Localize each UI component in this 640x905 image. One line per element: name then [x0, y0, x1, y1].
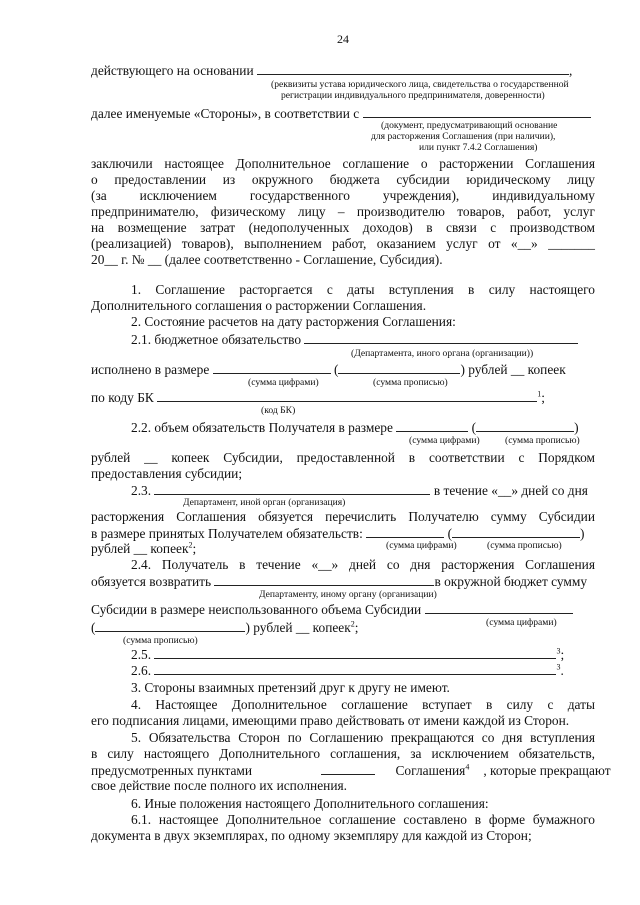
- blank-accepted-digits: [366, 525, 444, 538]
- clause-2-4-line-1: 2.4. Получатель в течение «__» дней со дня расторжения Соглашения: [131, 557, 595, 572]
- clause-6-title: 6. Иные положения настоящего Дополнительного соглашения:: [131, 796, 489, 811]
- clause-2-4-line-2: обязуется возвратить в окружной бюджет сумму: [91, 574, 588, 589]
- caption-accepted-digits: (сумма цифрами): [386, 540, 457, 551]
- clause-3: 3. Стороны взаимных претензий друг к другу не имеют.: [131, 680, 450, 695]
- caption-sum-digits: (сумма цифрами): [248, 377, 319, 388]
- clause-2-3-line-3: в размере принятых Получателем обязательств: ( ): [91, 526, 585, 541]
- clause-2-4-line-3: Субсидии в размере неиспользованного объема Субсидии: [91, 601, 595, 618]
- clause-2-3-line-2: расторжения Соглашения обязуется перечислить Получателю сумму Субсидии: [91, 509, 595, 524]
- clause-5-line-3: предусмотренных пунктами Соглашения$^4$ , которые прекращают: [91, 762, 611, 778]
- blank-obligation-words: [476, 419, 574, 432]
- blank-clauses: [321, 762, 375, 775]
- blank-accepted-words: [452, 525, 580, 538]
- clause-2-3-line-1: 2.3. в течение «__» дней со дня: [131, 483, 588, 498]
- clause-2-2-line-1: 2.2. объем обязательств Получателя в размере ( ): [131, 420, 579, 435]
- caption-unused-words: (сумма прописью): [123, 635, 198, 646]
- blank-basis: [257, 62, 569, 75]
- intro-line-7: 20__ г. № __ (далее соответственно - Соглашение, Субсидия).: [91, 252, 443, 267]
- intro-line-2: о предоставлении из окружного бюджета субсидии юридическому лицу: [91, 172, 595, 187]
- caption-basis-1: (реквизиты устава юридического лица, свидетельства о государственной: [271, 79, 569, 90]
- intro-line-5: на возмещение затрат (недополученных доходов) в связи с производством: [91, 220, 595, 235]
- clause-2-6: 2.6. $^3$.: [131, 662, 564, 678]
- caption-grounds-1: (документ, предусматривающий основание: [381, 120, 558, 131]
- caption-department: (Департамента, иного органа (организации)): [351, 348, 534, 359]
- intro-line-4: предпринимателю, физическому лицу – производителю товаров, работ, услуг: [91, 204, 595, 219]
- clause-6-1-line-1: 6.1. настоящее Дополнительное соглашение составлено в форме бумажного: [131, 812, 595, 827]
- clause-2-3-line-4: рублей __ копеек$^2$;: [91, 540, 197, 556]
- clause-5-line-2: в силу настоящего Дополнительного соглашения, за исключением обязательств,: [91, 746, 595, 761]
- blank-2-6: [154, 662, 556, 675]
- clause-2-2-line-2: рублей __ копеек Субсидии, предоставленной в соответствии с Порядком: [91, 450, 595, 465]
- document-page: [91, 0, 611, 905]
- clause-2-1-line-3: по коду БК $^1$;: [91, 389, 545, 405]
- clause-6-1-line-2: документа в двух экземплярах, по одному экземпляру для каждой из Сторон;: [91, 828, 532, 843]
- intro-line-1: заключили настоящее Дополнительное соглашение о расторжении Соглашения: [91, 156, 595, 171]
- caption-grounds-2: для расторжения Соглашения (при наличии),: [371, 131, 556, 142]
- clause-2-title: 2. Состояние расчетов на дату расторжения Соглашения:: [131, 314, 456, 329]
- clause-2-4-line-4: ( ) рублей __ копеек$^2$;: [91, 619, 359, 635]
- page-number: 24: [337, 32, 349, 46]
- caption-obligation-digits: (сумма цифрами): [409, 435, 480, 446]
- clause-2-1-line-1: 2.1. бюджетное обязательство: [131, 331, 595, 348]
- blank-sum-digits: [213, 361, 331, 374]
- clause-5-line-4: свое действие после полного их исполнения.: [91, 778, 347, 793]
- blank-department-2: [154, 482, 430, 495]
- blank-sum-words: [338, 361, 460, 374]
- clause-2-1-line-2: исполнено в размере ( ) рублей __ копеек: [91, 362, 566, 377]
- clause-4-line-2: его подписания лицами, имеющими право действовать от имени каждой из Сторон.: [91, 713, 570, 728]
- blank-bk-code: [157, 389, 537, 402]
- line-parties: далее именуемые «Стороны», в соответствии с: [91, 105, 595, 122]
- caption-grounds-3: или пункт 7.4.2 Соглашения): [419, 142, 538, 153]
- caption-department-2: Департамент, иной орган (организация): [183, 497, 346, 508]
- line-basis: действующего на основании ,: [91, 63, 573, 78]
- caption-basis-2: регистрации индивидуального предпринимателя, доверенности): [281, 90, 545, 101]
- caption-sum-words: (сумма прописью): [373, 377, 448, 388]
- blank-department: [304, 331, 578, 344]
- clause-1-line-2: Дополнительного соглашения о расторжении Соглашения.: [91, 298, 427, 313]
- caption-obligation-words: (сумма прописью): [505, 435, 580, 446]
- clause-2-5: 2.5. $^3$;: [131, 646, 565, 662]
- caption-bk-code: (код БК): [261, 405, 296, 416]
- caption-unused-digits: (сумма цифрами): [486, 617, 557, 628]
- blank-unused-words: [95, 619, 245, 632]
- blank-grounds: [363, 105, 591, 118]
- blank-unused-digits: [425, 601, 573, 614]
- intro-line-6: (реализацией) товаров), выполнением работ, оказанием услуг от «__» _______: [91, 236, 595, 251]
- intro-line-3: (за исключением государственного учреждения), индивидуальному: [91, 188, 595, 203]
- blank-2-5: [154, 646, 556, 659]
- clause-1-line-1: 1. Соглашение расторгается с даты вступления в силу настоящего: [131, 282, 595, 297]
- clause-4-line-1: 4. Настоящее Дополнительное соглашение вступает в силу с даты: [131, 697, 595, 712]
- caption-accepted-words: (сумма прописью): [487, 540, 562, 551]
- caption-department-3: Департаменту, иному органу (организации): [259, 589, 437, 600]
- clause-2-2-line-3: предоставления субсидии;: [91, 466, 243, 481]
- blank-obligation-digits: [396, 419, 468, 432]
- clause-5-line-1: 5. Обязательства Сторон по Соглашению прекращаются со дня вступления: [131, 730, 595, 745]
- blank-department-3: [214, 573, 434, 586]
